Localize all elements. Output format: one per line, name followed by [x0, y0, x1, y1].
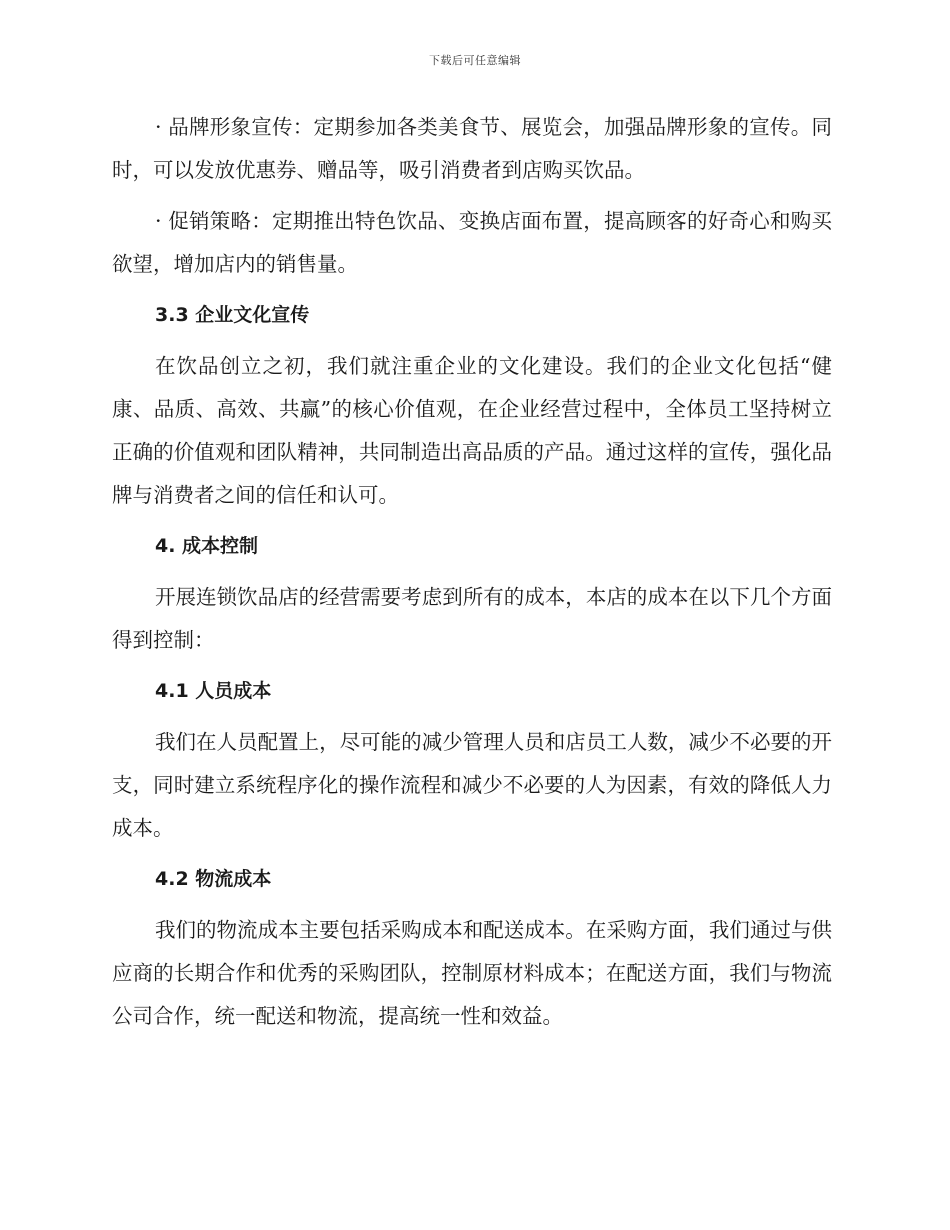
section-heading-4-2: 4.2 物流成本 — [155, 868, 272, 890]
paragraph-logistics-cost: 我们的物流成本主要包括采购成本和配送成本。在采购方面，我们通过与供应商的长期合作和优秀的采购团队，控制原材料成本；在配送方面，我们与物流公司合作，统一配送和物流，提高统一性和效益。 — [112, 918, 832, 1028]
paragraph-cost-control: 开展连锁饮品店的经营需要考虑到所有的成本，本店的成本在以下几个方面得到控制： — [112, 585, 832, 652]
document-body — [112, 106, 832, 1046]
paragraph-personnel-cost: 我们在人员配置上，尽可能的减少管理人员和店员工人数，减少不必要的开支，同时建立系统程序化的操作流程和减少不必要的人为因素，有效的降低人力成本。 — [112, 730, 832, 840]
section-heading-4: 4. 成本控制 — [155, 535, 259, 557]
page-header: 下载后可任意编辑 — [429, 54, 521, 67]
section-heading-3-3: 3.3 企业文化宣传 — [155, 304, 310, 326]
paragraph-promotion-strategy: · 促销策略：定期推出特色饮品、变换店面布置，提高顾客的好奇心和购买欲望，增加店内的销售量。 — [112, 209, 832, 276]
paragraph-corporate-culture: 在饮品创立之初，我们就注重企业的文化建设。我们的企业文化包括“健康、品质、高效、共赢”的核心价值观，在企业经营过程中，全体员工坚持树立正确的价值观和团队精神，共同制造出高品质的产品。通过这样的宣传，强化品牌与消费者之间的信任和认可。 — [112, 354, 832, 507]
section-heading-4-1: 4.1 人员成本 — [155, 680, 272, 702]
paragraph-brand-promotion: · 品牌形象宣传：定期参加各类美食节、展览会，加强品牌形象的宣传。同时，可以发放优惠券、赠品等，吸引消费者到店购买饮品。 — [112, 115, 832, 182]
